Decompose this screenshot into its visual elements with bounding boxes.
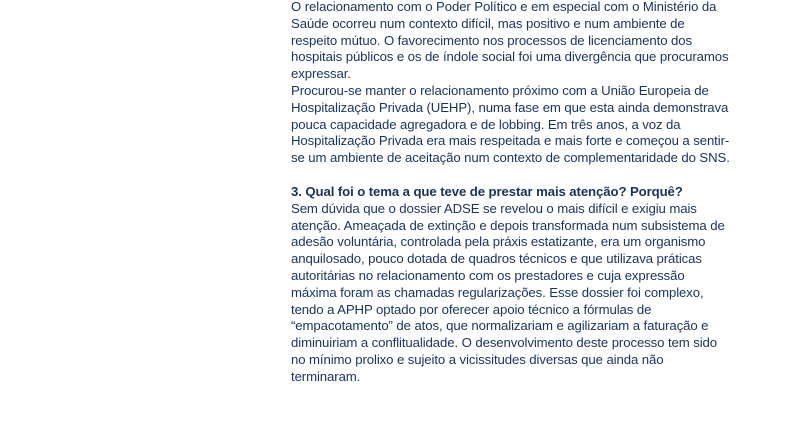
- paragraph-spacer: [291, 167, 731, 184]
- paragraph-political-relations: O relacionamento com o Poder Político e em especial com o Ministério da Saúde ocorreu num contexto difícil, mas positivo e num ambiente de respeito mútuo. O favorecimento nos processos de licenciamento dos hospitais públicos e os de índole social foi uma divergência que procuramos expressar.: [291, 0, 729, 82]
- paragraph-uehp-relations: Procurou-se manter o relacionamento próximo com a União Europeia de Hospitalização Privada (UEHP), numa fase em que esta ainda demonstrava pouca capacidade agregadora e de lobbing. Em três anos, a voz da Hospitalização Privada era mais respeitada e mais forte e começou a sentir-se um ambiente de aceitação num contexto de complementaridade do SNS.: [291, 82, 730, 166]
- article-body: [291, 0, 731, 386]
- question-heading: 3. Qual foi o tema a que teve de prestar mais atenção? Porquê?: [291, 183, 683, 199]
- answer-paragraph: Sem dúvida que o dossier ADSE se revelou o mais difícil e exigiu mais atenção. Ameaçada de extinção e depois transformada num subsistema de adesão voluntária, controlada pela práxis estatizante, era um organismo anquilosado, pouco dotada de quadros técnicos e que utilizava práticas autoritárias no relacionamento com os prestadores e cuja expressão máxima foram as chamadas regularizações. Esse dossier foi complexo, tendo a APHP optado por oferecer apoio técnico a fórmulas de “empacotamento” de atos, que normalizariam e agilizariam a faturação e diminuiriam a conflitualidade. O desenvolvimento deste processo tem sido no mínimo prolixo e sujeito a vicissitudes diversas que ainda não terminaram.: [291, 200, 725, 384]
